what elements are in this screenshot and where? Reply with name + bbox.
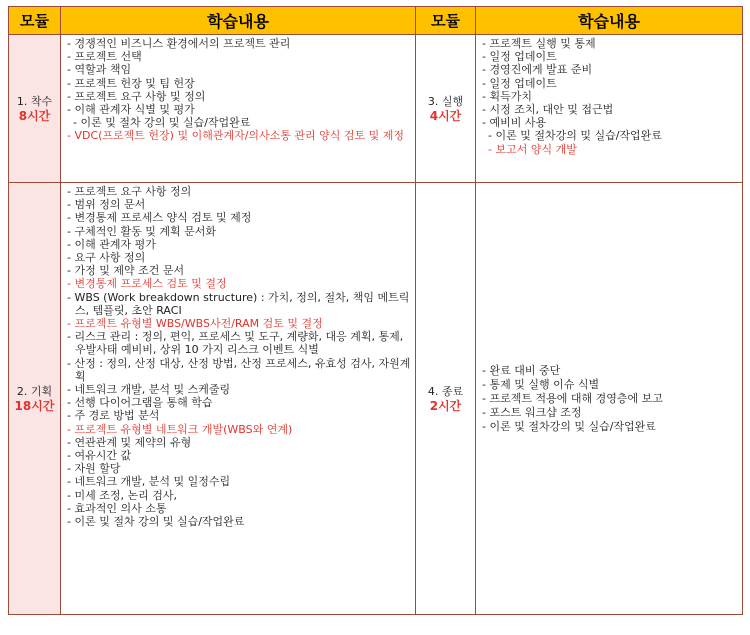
content-cell-closing <box>476 183 743 615</box>
list-item: - 연관관계 및 제약의 유형 <box>67 435 192 449</box>
curriculum-table <box>8 6 743 615</box>
module-cell-planning <box>9 183 61 615</box>
list-item: - 여유시간 값 <box>67 449 132 463</box>
list-item: - 일정 업데이트 <box>482 76 557 90</box>
list-item: - 프로젝트 유형별 네트워크 개발(WBS와 연계) <box>67 422 293 436</box>
module-cell-closing <box>416 183 476 615</box>
list-item: - 미세 조정, 논리 검사, <box>67 488 177 502</box>
module-cell-initiation <box>9 35 61 183</box>
header-content-left: 학습내용 <box>61 7 416 35</box>
module-label: 1. 착수 <box>16 94 53 108</box>
content-cell-execution <box>476 35 743 183</box>
list-item: - 산정 : 정의, 산정 대상, 산정 방법, 산정 프로세스, 유효성 검사, 자원계획 <box>67 356 411 383</box>
module-hours: 2시간 <box>429 398 462 413</box>
list-item: - 가정 및 제약 조건 문서 <box>67 264 185 278</box>
list-item: - 프로젝트 적용에 대해 경영층에 보고 <box>482 391 663 405</box>
list-item: - 이해 관계자 평가 <box>67 237 156 251</box>
list-item: - 시정 조치, 대안 및 접근법 <box>482 103 614 117</box>
module-hours: 18시간 <box>14 398 55 413</box>
module-label: 2. 기획 <box>16 384 53 398</box>
header-module-left: 모듈 <box>9 7 61 35</box>
table-row <box>9 35 743 183</box>
item-list <box>67 37 411 143</box>
module-label: 3. 실행 <box>427 94 464 108</box>
item-list <box>482 364 738 434</box>
list-item: - VDC(프로젝트 헌장) 및 이해관계자/의사소통 관리 양식 검토 및 제정 <box>67 129 405 143</box>
list-item: - 역할과 책임 <box>67 63 132 77</box>
list-item: - 네트워크 개발, 분석 및 일정수립 <box>67 475 231 489</box>
list-item: - 네트워크 개발, 분석 및 스케줄링 <box>67 383 231 397</box>
list-item: - 리스크 관리 : 정의, 편익, 프로세스 및 도구, 계량화, 대응 계획, 통제, 우발사태 예비비, 상위 10 가지 리스크 이벤트 식별 <box>67 330 404 357</box>
list-item: - 구체적인 활동 및 계획 문서화 <box>67 224 216 238</box>
content-cell-planning <box>61 183 416 615</box>
list-item: - 완료 대비 중단 <box>482 363 561 377</box>
list-item: - 이해 관계자 식별 및 평가 <box>67 103 195 117</box>
list-item: - 이론 및 절차 강의 및 실습/작업완료 <box>73 116 251 130</box>
list-item: - 보고서 양식 개발 <box>488 142 577 156</box>
module-hours: 4시간 <box>429 108 462 123</box>
list-item: - 변경통제 프로세스 양식 검토 및 제정 <box>67 211 252 225</box>
header-module-right: 모듈 <box>416 7 476 35</box>
list-item: - 이론 및 절차 강의 및 실습/작업완료 <box>67 515 245 529</box>
list-item: - 프로젝트 요구 사항 정의 <box>67 185 192 198</box>
list-item: - 프로젝트 요구 사항 및 정의 <box>67 89 206 103</box>
table-row <box>9 183 743 615</box>
list-item: - 포스트 워크샵 조정 <box>482 405 582 419</box>
list-item: - WBS (Work breakdown structure) : 가치, 정의, 절차, 책임 메트릭스, 템플릿, 초안 RACI <box>67 290 410 317</box>
list-item: - 경영진에게 발표 준비 <box>482 63 593 77</box>
item-list <box>67 185 411 528</box>
list-item: - 예비비 사용 <box>482 116 547 130</box>
list-item: - 프로젝트 선택 <box>67 50 142 64</box>
list-item: - 프로젝트 실행 및 통제 <box>482 37 596 50</box>
module-label: 4. 종료 <box>427 384 464 398</box>
list-item: - 자원 할당 <box>67 462 121 476</box>
list-item: - 요구 사항 정의 <box>67 251 146 265</box>
list-item: - 이론 및 절차강의 및 실습/작업완료 <box>488 129 662 143</box>
list-item: - 경쟁적인 비즈니스 환경에서의 프로젝트 관리 <box>67 37 291 50</box>
list-item: - 통제 및 실행 이슈 식별 <box>482 377 600 391</box>
list-item: - 일정 업데이트 <box>482 50 557 64</box>
list-item: - 이론 및 절차강의 및 실습/작업완료 <box>482 419 656 433</box>
list-item: - 변경통제 프로세스 검토 및 결정 <box>67 277 227 291</box>
list-item: - 선행 다이어그램을 통해 학습 <box>67 396 213 410</box>
item-list <box>482 37 738 156</box>
list-item: - 프로젝트 헌장 및 팀 헌장 <box>67 76 195 90</box>
list-item: - 프로젝트 유형별 WBS/WBS사전/RAM 검토 및 결정 <box>67 317 323 331</box>
list-item: - 효과적인 의사 소통 <box>67 501 167 515</box>
list-item: - 주 경로 방법 분석 <box>67 409 160 423</box>
header-row <box>9 7 743 35</box>
list-item: - 범위 정의 문서 <box>67 198 146 212</box>
list-item: - 획득가치 <box>482 89 532 103</box>
curriculum-table-wrapper <box>8 6 742 615</box>
content-cell-initiation <box>61 35 416 183</box>
module-cell-execution <box>416 35 476 183</box>
header-content-right: 학습내용 <box>476 7 743 35</box>
module-hours: 8시간 <box>18 108 51 123</box>
